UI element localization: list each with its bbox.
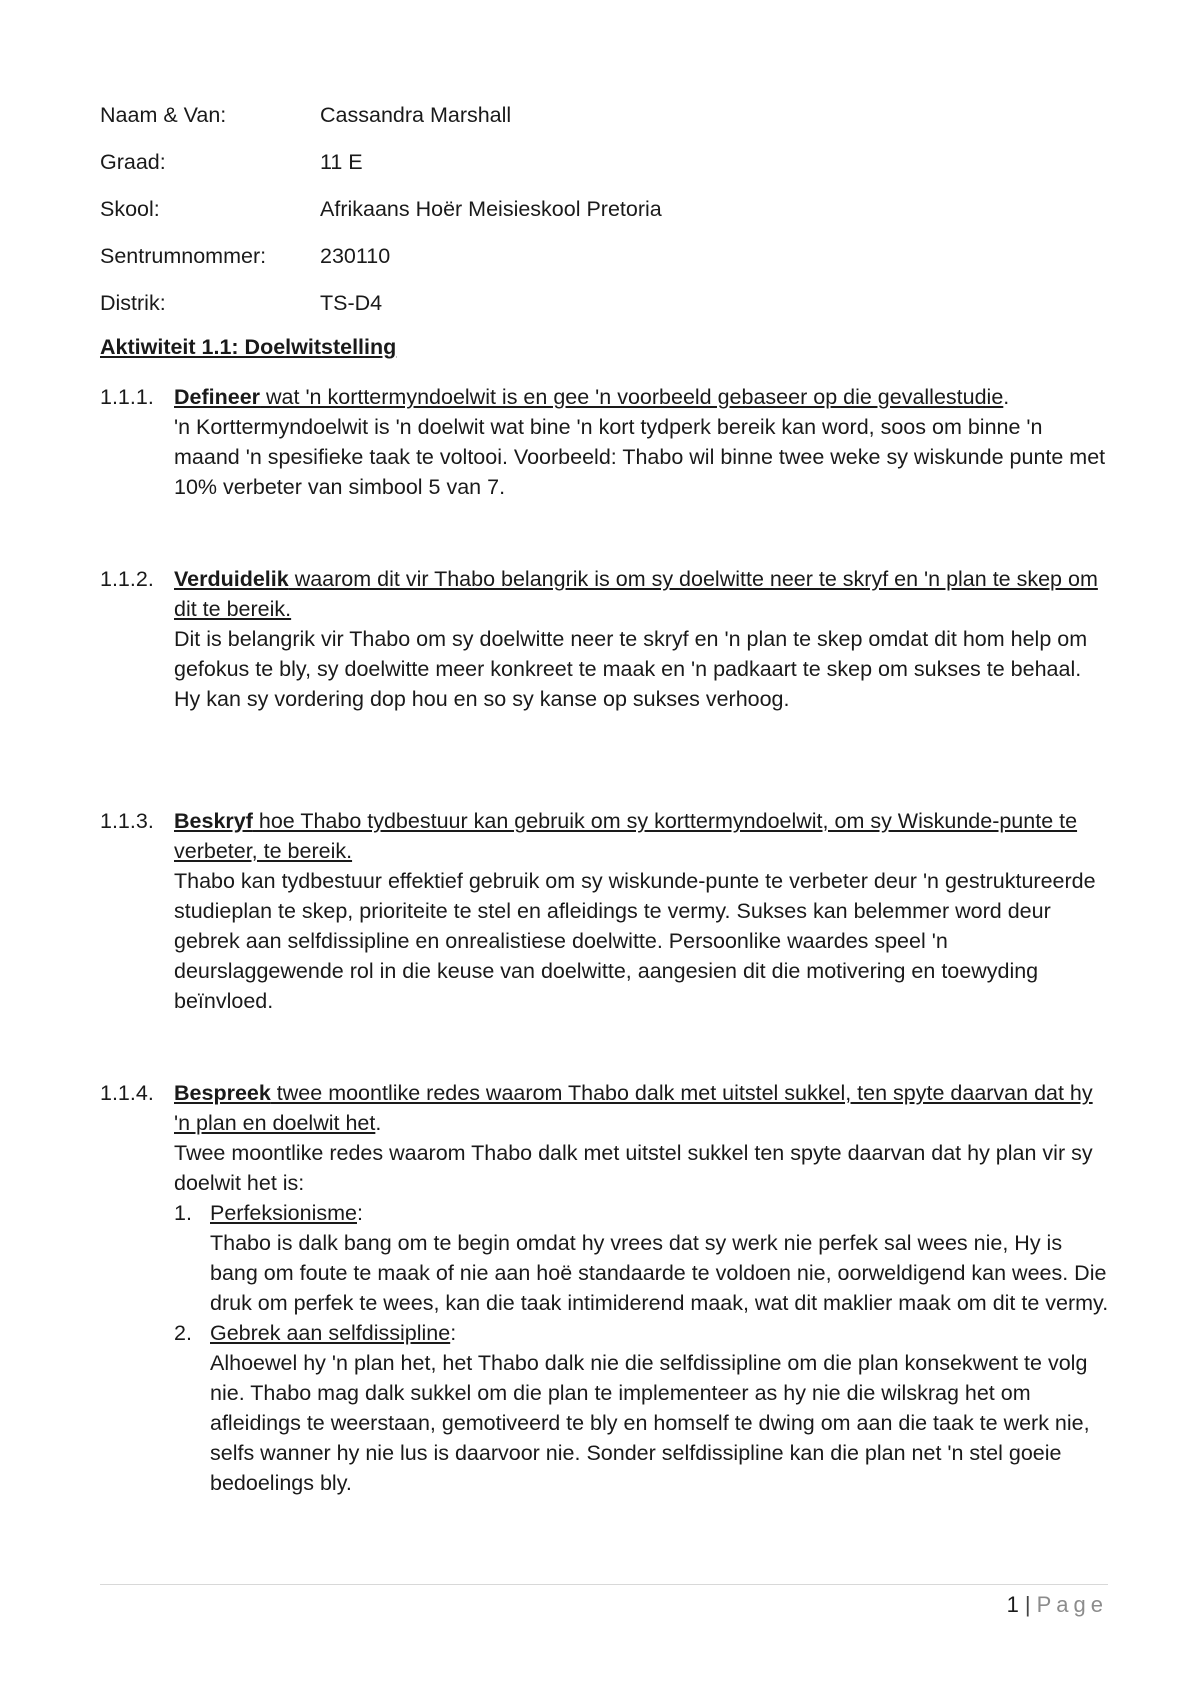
info-row-grade [100,145,662,192]
activity-heading: Aktiwiteit 1.1: Doelwitstelling [100,335,397,359]
info-label: Naam & Van: [100,103,227,127]
list-item-text: Alhoewel hy 'n plan het, het Thabo dalk nie die selfdissipline om die plan konsekwent te volg nie. Thabo mag dalk sukkel om die plan te implementeer as hy nie die wilskrag het om afleidings te weerstaan, gemotiveerd te bly en homself te dwing om aan die taak te werk nie, selfs wanner hy nie lus is daarvoor nie. Sonder selfdissipline kan die plan net 'n stel goeie bedoelings bly. [210,1351,1090,1495]
info-row-school [100,192,662,239]
question-1-1-2 [100,564,1110,714]
question-verb: Bespreek [174,1081,271,1105]
answer-text: 'n Korttermyndoelwit is 'n doelwit wat bine 'n kort tydperk bereik kan word, soos om binne 'n maand 'n spesifieke taak te voltooi. Voorbeeld: Thabo wil binne twee weke sy wiskunde punte met 10% verbeter van simbool 5 van 7. [174,415,1106,499]
question-title [174,806,1110,866]
info-value: 11 E [320,150,363,174]
question-text: twee moontlike redes waarom Thabo dalk met uitstel sukkel, ten spyte daarvan dat hy 'n plan en doelwit het [174,1081,1093,1135]
answer-text: Thabo kan tydbestuur effektief gebruik om sy wiskunde-punte te verbeter deur 'n gestruktureerde studieplan te skep, prioriteite te stel en afleidings te vermy. Sukses kan belemmer word deur gebrek aan selfdissipline en onrealistiese doelwitte. Persoonlike waardes speel 'n deurslaggewende rol in die keuse van doelwitte, aangesien dit die motivering en toewyding beïnvloed. [174,869,1096,1013]
footer-separator: | [1024,1592,1031,1617]
page-label: Page [1036,1592,1108,1617]
list-item-text: Thabo is dalk bang om te begin omdat hy vrees dat sy werk nie perfek sal wees nie, Hy is bang om foute te maak of nie aan hoë standaarde te voldoen nie, oorweldigend kan wees. Die druk om perfek te wees, kan die taak intimiderend maak, wat dit maklier maak om dit te vermy. [210,1231,1109,1315]
question-1-1-4 [100,1078,1110,1498]
info-label: Sentrumnommer: [100,244,267,268]
list-item [174,1198,1110,1318]
question-title [174,1078,1110,1138]
question-1-1-3 [100,806,1110,1016]
info-value: Afrikaans Hoër Meisieskool Pretoria [320,197,662,221]
question-number: 1.1.1. [100,385,154,409]
question-title [174,564,1110,624]
info-row-district [100,286,662,333]
list-item [174,1318,1110,1498]
question-number: 1.1.4. [100,1081,154,1105]
list-item-heading: Perfeksionisme: [210,1201,363,1225]
info-value: TS-D4 [320,291,383,315]
info-value: 230110 [320,244,391,268]
info-row-name [100,98,662,145]
info-label: Graad: [100,150,166,174]
question-text: waarom dit vir Thabo belangrik is om sy doelwitte neer te skryf en 'n plan te skep om dit te bereik. [174,567,1098,621]
question-text: hoe Thabo tydbestuur kan gebruik om sy korttermyndoelwit, om sy Wiskunde-punte te verbeter, te bereik. [174,809,1078,863]
question-verb: Beskryf [174,809,253,833]
page-number: 1 [1006,1592,1019,1617]
question-number: 1.1.2. [100,567,154,591]
list-item-title: Gebrek aan selfdissipline [210,1321,451,1345]
question-1-1-1 [100,382,1110,502]
student-info [100,98,662,333]
list-item-heading: Gebrek aan selfdissipline: [210,1321,457,1345]
list-item-number: 1. [174,1201,192,1225]
question-punct: . [375,1111,382,1135]
question-title [174,382,1110,412]
question-punct: . [1003,385,1010,409]
info-value: Cassandra Marshall [320,103,512,127]
info-row-centre-number [100,239,662,286]
answer-text: Twee moontlike redes waarom Thabo dalk met uitstel sukkel ten spyte daarvan dat hy plan vir sy doelwit het is: [174,1141,1093,1195]
question-text: wat 'n korttermyndoelwit is en gee 'n voorbeeld gebaseer op die gevallestudie [260,385,1004,409]
list-item-title: Perfeksionisme [210,1201,357,1225]
question-number: 1.1.3. [100,809,154,833]
list-item-number: 2. [174,1321,192,1345]
footer-divider [100,1584,1108,1585]
question-verb: Definee​r [174,385,261,409]
info-label: Skool: [100,197,160,221]
page-footer [1007,1588,1108,1622]
info-label: Distrik: [100,291,166,315]
answer-text: Dit is belangrik vir Thabo om sy doelwitte neer te skryf en 'n plan te skep omdat dit hom help om gefokus te bly, sy doelwitte meer konkreet te maak en 'n padkaart te skep om sukses te behaal. Hy kan sy vordering dop hou en so sy kanse op sukses verhoog. [174,627,1088,711]
question-verb: Verduidelik [174,567,289,591]
